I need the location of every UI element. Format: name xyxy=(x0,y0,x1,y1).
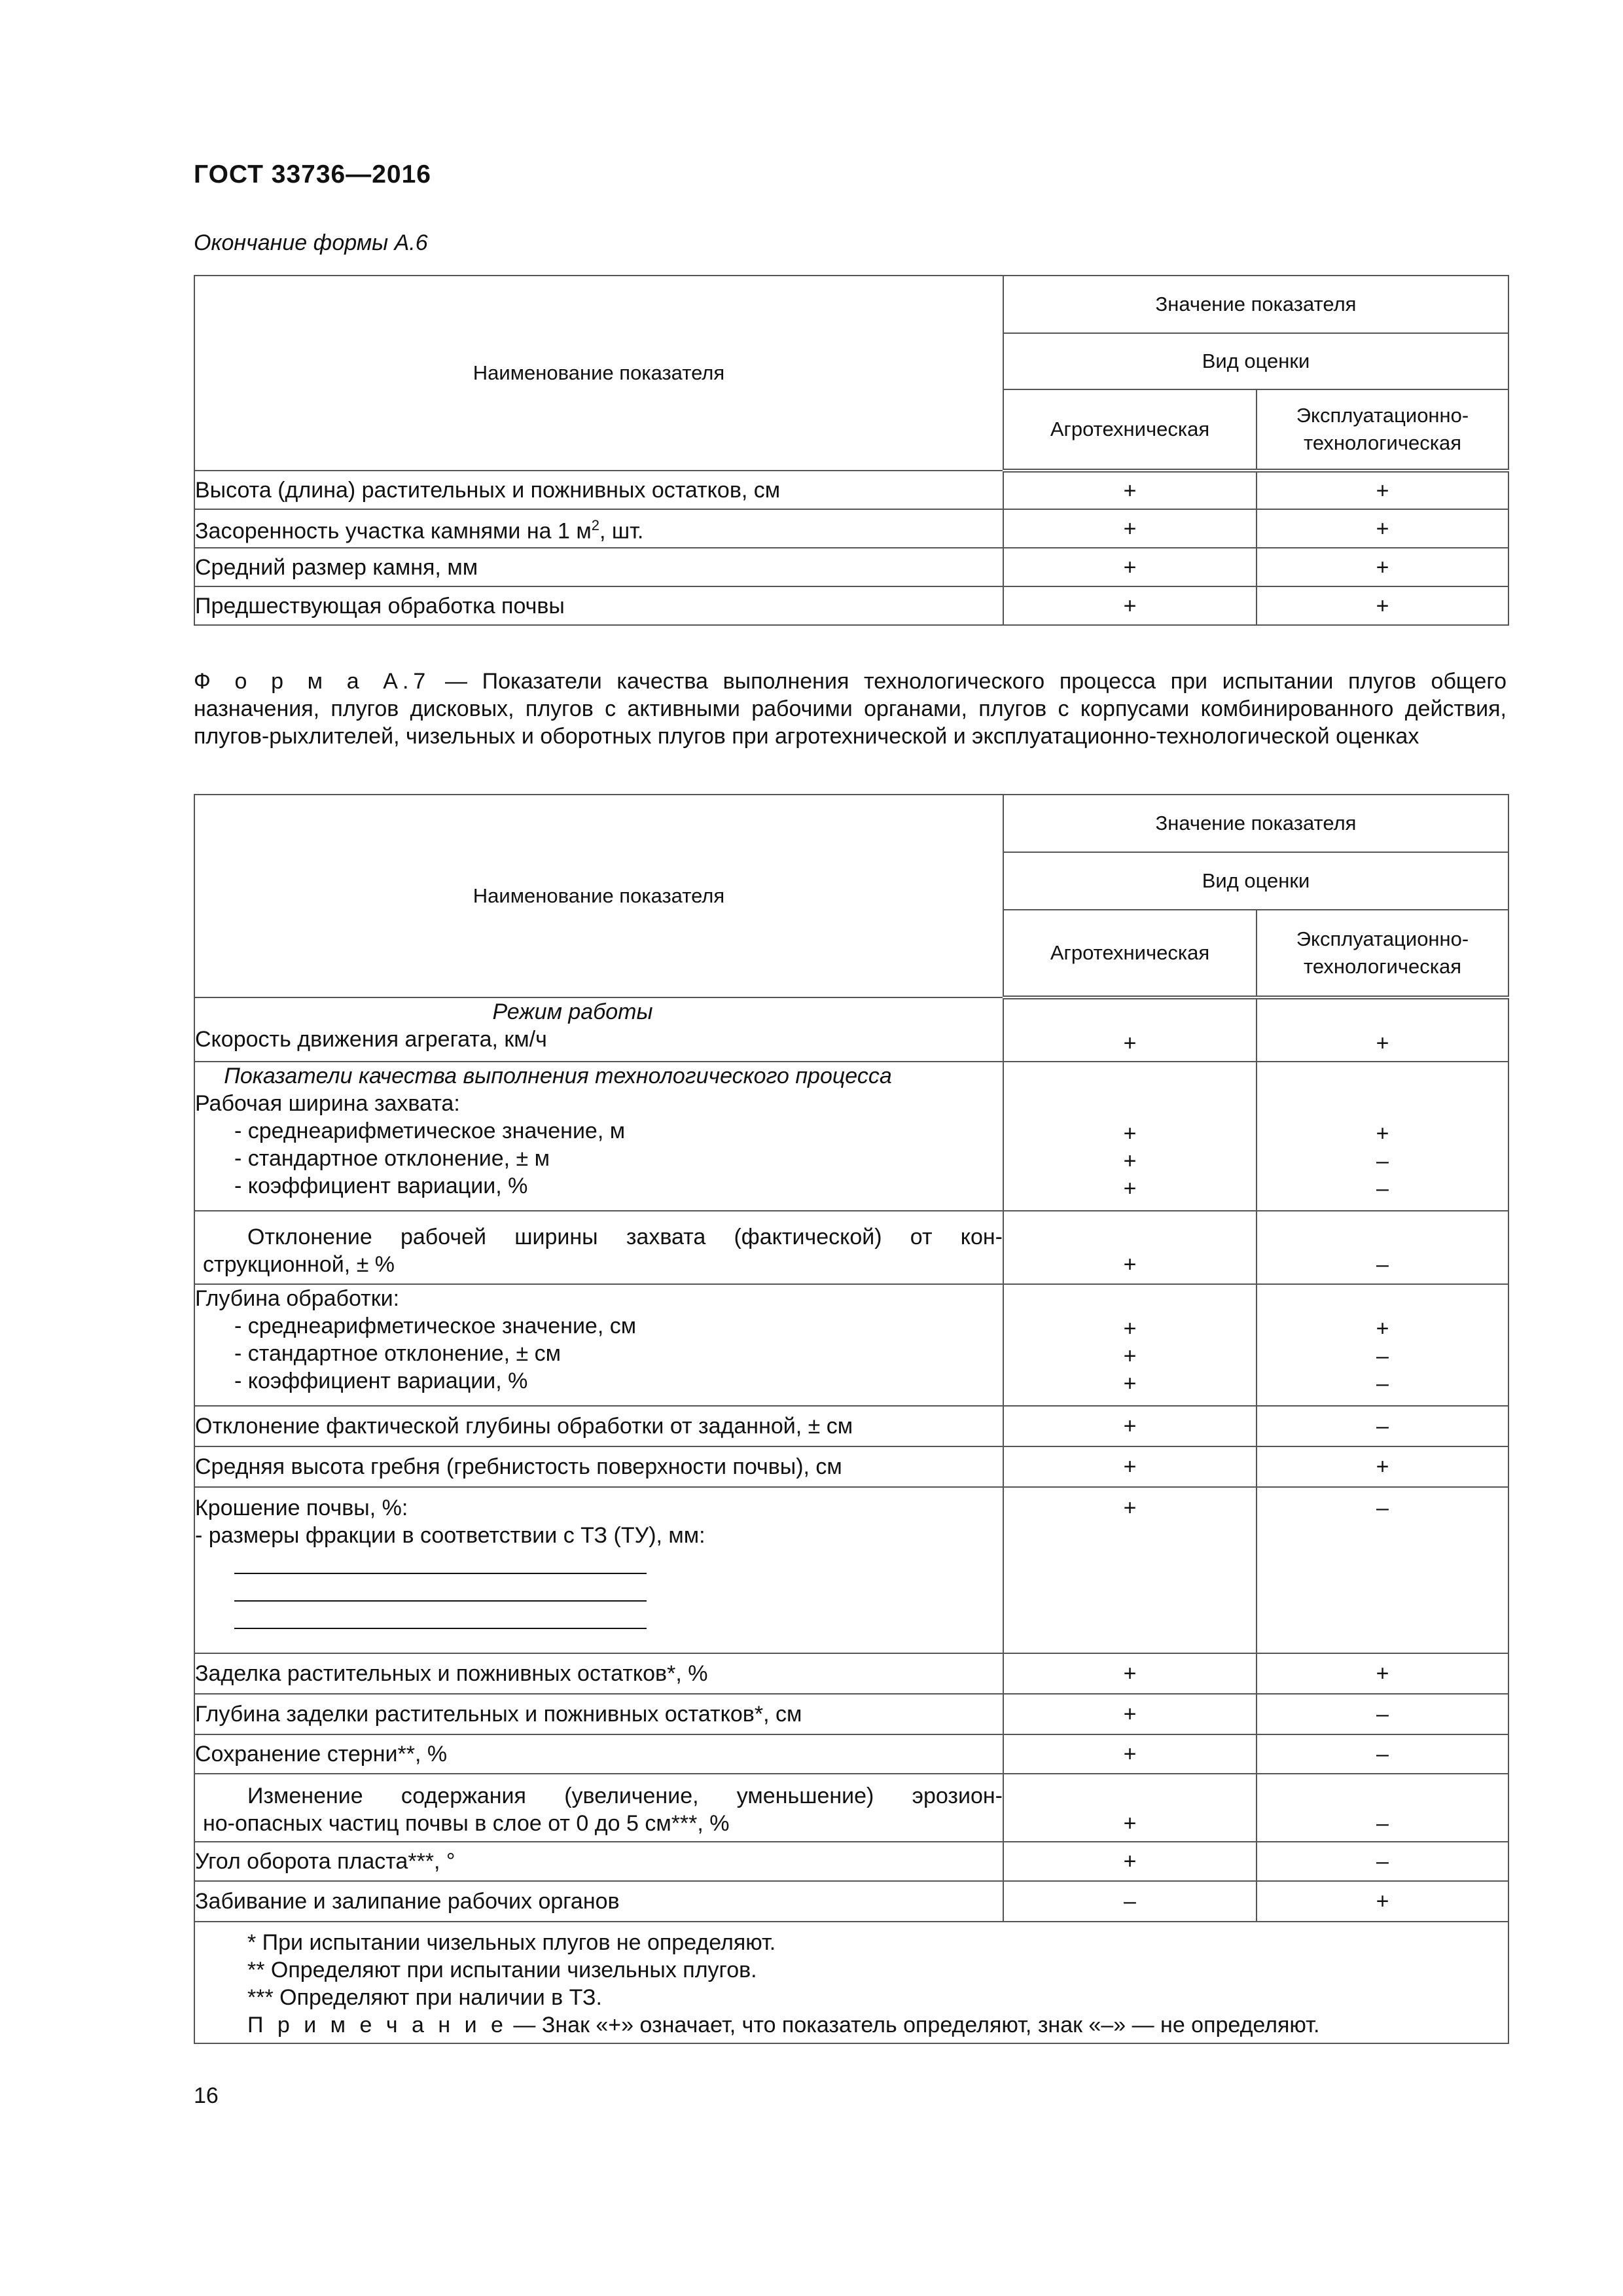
row-name: Крошение почвы, %: xyxy=(195,1496,408,1520)
row-name: Заделка растительных и пожнивных остатков*, % xyxy=(194,1653,1003,1694)
form-a7-text: — Показатели качества выполнения технологического процесса при испытании плугов общего назначения, плугов дисковых, плугов с активными рабочими органами, плугов с корпусами комбинированного действия, плугов-рыхлителей, чизельных и оборотных плугов при агротехнической и эксплуатационно-технологической оценках xyxy=(194,669,1507,749)
section-heading: Режим работы xyxy=(492,999,653,1024)
table-row xyxy=(194,1446,1508,1487)
note-text: — Знак «+» означает, что показатель определяют, знак «–» — не определяют. xyxy=(507,2013,1320,2037)
header-expl xyxy=(1257,910,1508,997)
row-name: Изменение содержания (увеличение, уменьшение) эрозион- xyxy=(247,1784,1003,1808)
table-row xyxy=(194,1734,1508,1774)
agro-mark: + xyxy=(1123,1344,1137,1369)
header-value-group: Значение показателя xyxy=(1003,795,1508,852)
footnotes-row xyxy=(194,1922,1508,2043)
table-row xyxy=(194,1487,1508,1653)
row-name-cont: но-опасных частиц почвы в слое от 0 до 5 см***, % xyxy=(203,1811,730,1836)
agro-mark: + xyxy=(1003,1487,1257,1653)
expl-mark: + xyxy=(1257,1653,1508,1694)
agro-mark: + xyxy=(1123,1149,1137,1174)
table-row xyxy=(194,1284,1508,1406)
expl-mark: + xyxy=(1257,548,1508,586)
sub-item: - размеры фракции в соответствии с ТЗ (ТУ), мм: xyxy=(195,1523,705,1548)
document-header: ГОСТ 33736—2016 xyxy=(194,160,431,188)
section-heading: Показатели качества выполнения технологического процесса xyxy=(224,1064,892,1088)
table-row xyxy=(194,586,1508,625)
row-name: Рабочая ширина захвата: xyxy=(195,1091,460,1116)
agro-mark: + xyxy=(1003,509,1257,548)
blank-line xyxy=(234,1602,647,1629)
row-name: Предшествующая обработка почвы xyxy=(194,586,1003,625)
expl-mark: + xyxy=(1376,1121,1389,1146)
row-name: Угол оборота пласта***, ° xyxy=(194,1842,1003,1881)
continuation-caption: Окончание формы А.6 xyxy=(194,230,428,255)
row-name-post: , шт. xyxy=(599,518,644,544)
agro-mark: + xyxy=(1003,471,1257,509)
note-label: П р и м е ч а н и е xyxy=(247,2013,507,2037)
row-name: Глубина обработки: xyxy=(195,1286,400,1311)
form-a7-title xyxy=(194,668,1507,750)
expl-mark: – xyxy=(1257,1406,1508,1446)
table-row xyxy=(194,1211,1508,1284)
expl-mark: + xyxy=(1376,1316,1389,1341)
table-row xyxy=(194,1694,1508,1734)
expl-mark: + xyxy=(1257,1446,1508,1487)
table-row xyxy=(194,1406,1508,1446)
agro-mark: + xyxy=(1003,1694,1257,1734)
note xyxy=(247,2011,1508,2039)
header-expl-line2: технологическая xyxy=(1303,955,1462,978)
agro-mark: + xyxy=(1003,1734,1257,1774)
header-indicator-name: Наименование показателя xyxy=(194,276,1003,471)
agro-mark: + xyxy=(1003,1211,1257,1284)
row-name-text: Засоренность участка камнями на 1 м xyxy=(195,518,592,544)
footnote: ** Определяют при испытании чизельных плугов. xyxy=(247,1958,757,1982)
row-name: Отклонение рабочей ширины захвата (фактической) от кон- xyxy=(247,1225,1003,1249)
agro-mark: + xyxy=(1003,586,1257,625)
agro-mark: – xyxy=(1003,1881,1257,1922)
table-row xyxy=(194,548,1508,586)
row-name: Средний размер камня, мм xyxy=(194,548,1003,586)
table-form-a6 xyxy=(194,275,1509,626)
agro-mark: + xyxy=(1003,1446,1257,1487)
expl-mark: + xyxy=(1257,471,1508,509)
row-name-cont: струкционной, ± % xyxy=(203,1252,395,1277)
footnote: * При испытании чизельных плугов не определяют. xyxy=(247,1930,776,1955)
table-row xyxy=(194,1881,1508,1922)
header-eval-type: Вид оценки xyxy=(1003,852,1508,910)
table-row xyxy=(194,1774,1508,1842)
agro-mark: + xyxy=(1003,1653,1257,1694)
header-agro: Агротехническая xyxy=(1003,389,1257,471)
expl-mark: + xyxy=(1257,997,1508,1062)
sub-item: - среднеарифметическое значение, см xyxy=(234,1314,637,1338)
row-name: Отклонение фактической глубины обработки от заданной, ± см xyxy=(194,1406,1003,1446)
expl-mark: – xyxy=(1376,1176,1389,1201)
expl-mark: – xyxy=(1376,1149,1389,1174)
agro-mark: + xyxy=(1123,1176,1137,1201)
sub-item: - стандартное отклонение, ± м xyxy=(234,1146,550,1171)
table-row xyxy=(194,1842,1508,1881)
row-name: Сохранение стерни**, % xyxy=(194,1734,1003,1774)
table-row xyxy=(194,1653,1508,1694)
expl-mark: – xyxy=(1257,1774,1508,1842)
sub-item: - коэффициент вариации, % xyxy=(234,1369,528,1393)
header-indicator-name: Наименование показателя xyxy=(194,795,1003,997)
row-name: Забивание и залипание рабочих органов xyxy=(194,1881,1003,1922)
expl-mark: – xyxy=(1257,1211,1508,1284)
row-name: Высота (длина) растительных и пожнивных остатков, см xyxy=(194,471,1003,509)
sub-item: - стандартное отклонение, ± см xyxy=(234,1341,562,1366)
page-number: 16 xyxy=(194,2083,219,2108)
expl-mark: – xyxy=(1376,1371,1389,1396)
footnote: *** Определяют при наличии в ТЗ. xyxy=(247,1985,603,2010)
table-row xyxy=(194,509,1508,548)
agro-mark: + xyxy=(1003,1406,1257,1446)
header-value-group: Значение показателя xyxy=(1003,276,1508,333)
expl-mark: – xyxy=(1376,1344,1389,1369)
row-name xyxy=(194,509,1003,548)
header-eval-type: Вид оценки xyxy=(1003,333,1508,389)
table-row xyxy=(194,997,1508,1062)
agro-mark: + xyxy=(1123,1121,1137,1146)
agro-mark: + xyxy=(1123,1371,1137,1396)
row-name: Средняя высота гребня (гребнистость поверхности почвы), см xyxy=(194,1446,1003,1487)
row-name: Глубина заделки растительных и пожнивных остатков*, см xyxy=(194,1694,1003,1734)
table-row xyxy=(194,471,1508,509)
expl-mark: – xyxy=(1257,1694,1508,1734)
expl-mark: + xyxy=(1257,1881,1508,1922)
header-expl xyxy=(1257,389,1508,471)
row-name: Скорость движения агрегата, км/ч xyxy=(195,1027,547,1052)
blank-line xyxy=(234,1549,647,1574)
blank-line xyxy=(234,1574,647,1602)
table-row xyxy=(194,1062,1508,1211)
expl-mark: + xyxy=(1257,586,1508,625)
agro-mark: + xyxy=(1003,997,1257,1062)
agro-mark: + xyxy=(1003,548,1257,586)
agro-mark: + xyxy=(1003,1774,1257,1842)
expl-mark: + xyxy=(1257,509,1508,548)
row-name-sup: 2 xyxy=(591,517,599,534)
expl-mark: – xyxy=(1257,1734,1508,1774)
expl-mark: – xyxy=(1257,1487,1508,1653)
header-expl-line1: Эксплуатационно- xyxy=(1296,404,1469,427)
sub-item: - среднеарифметическое значение, м xyxy=(234,1119,626,1143)
expl-mark: – xyxy=(1257,1842,1508,1881)
table-form-a7 xyxy=(194,794,1509,2044)
form-a7-label: Ф о р м а А.7 xyxy=(194,669,431,694)
header-expl-line2: технологическая xyxy=(1303,431,1462,454)
agro-mark: + xyxy=(1003,1842,1257,1881)
header-agro: Агротехническая xyxy=(1003,910,1257,997)
agro-mark: + xyxy=(1123,1316,1137,1341)
sub-item: - коэффициент вариации, % xyxy=(234,1174,528,1198)
header-expl-line1: Эксплуатационно- xyxy=(1296,927,1469,950)
